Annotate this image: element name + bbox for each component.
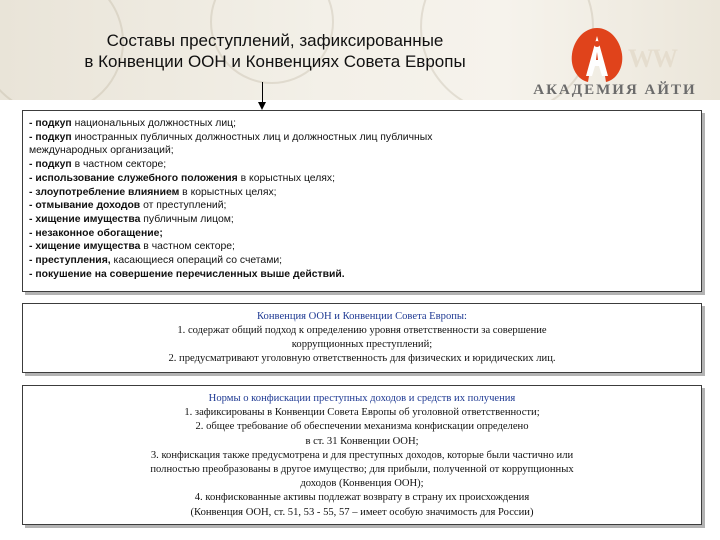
brand-name: АКАДЕМИЯ АЙТИ (533, 82, 697, 98)
offense-item: - подкуп в частном секторе; (29, 159, 167, 171)
offense-item: - хищение имущества в частном секторе; (29, 241, 235, 253)
offense-item: международных организаций; (29, 145, 174, 157)
conventions-line: коррупционных преступлений; (291, 339, 433, 350)
offense-item: - покушение на совершение перечисленных выше действий. (29, 268, 345, 280)
offense-item: - отмывание доходов от преступлений; (29, 200, 227, 212)
confiscation-heading: Нормы о конфискации преступных доходов и средств их получения (208, 393, 516, 404)
slide-title-line: в Конвенции ООН и Конвенциях Совета Европы (84, 52, 466, 71)
offense-item: - использование служебного положения в корыстных целях; (29, 172, 336, 184)
confiscation-line: доходов (Конвенция ООН); (300, 478, 424, 490)
slide-title-line: Составы преступлений, зафиксированные (106, 31, 444, 50)
academy-logo-icon (566, 24, 628, 86)
confiscation-line: 2. общее требование об обеспечении механизма конфискации определено (195, 421, 529, 433)
confiscation-line: 4. конфискованные активы подлежат возврату в страну их происхождения (194, 492, 530, 504)
offense-item: - преступления, касающиеся операций со счетами; (29, 255, 283, 267)
confiscation-box (22, 385, 702, 525)
connector-arrow-head-icon (258, 102, 266, 110)
confiscation-line: в ст. 31 Конвенции ООН; (305, 435, 419, 447)
slide-title (40, 30, 510, 72)
confiscation-line: 3. конфискация также предусмотрена и для преступных доходов, которые были частично или (150, 449, 574, 461)
offense-item: - подкуп иностранных публичных должностных лиц и должностных лиц публичных (29, 131, 433, 143)
offense-item: - подкуп национальных должностных лиц; (29, 118, 236, 129)
offenses-box (22, 110, 702, 292)
confiscation-line: полностью преобразованы в другое имущество; для прибыли, полученной от коррупционных (150, 464, 574, 476)
confiscation-line: 1. зафиксированы в Конвенции Совета Европы об уголовной ответственности; (184, 407, 540, 419)
conventions-box (22, 303, 702, 373)
conventions-heading: Конвенция ООН и Конвенции Совета Европы: (257, 311, 467, 322)
conventions-line: 2. предусматривают уголовную ответственность для физических и юридических лиц. (168, 353, 556, 364)
confiscation-line: (Конвенция ООН, ст. 51, 53 - 55, 57 – имеет особую значимость для России) (190, 506, 534, 518)
connector-arrow-line (262, 82, 263, 104)
logo-watermark: WW (628, 44, 676, 73)
offense-item: - незаконное обогащение; (29, 227, 163, 239)
conventions-line: 1. содержат общий подход к определению уровня ответственности за совершение (177, 325, 547, 336)
offense-item: - злоупотребление влиянием в корыстных целях; (29, 186, 277, 198)
offense-item: - хищение имущества публичным лицом; (29, 213, 234, 225)
